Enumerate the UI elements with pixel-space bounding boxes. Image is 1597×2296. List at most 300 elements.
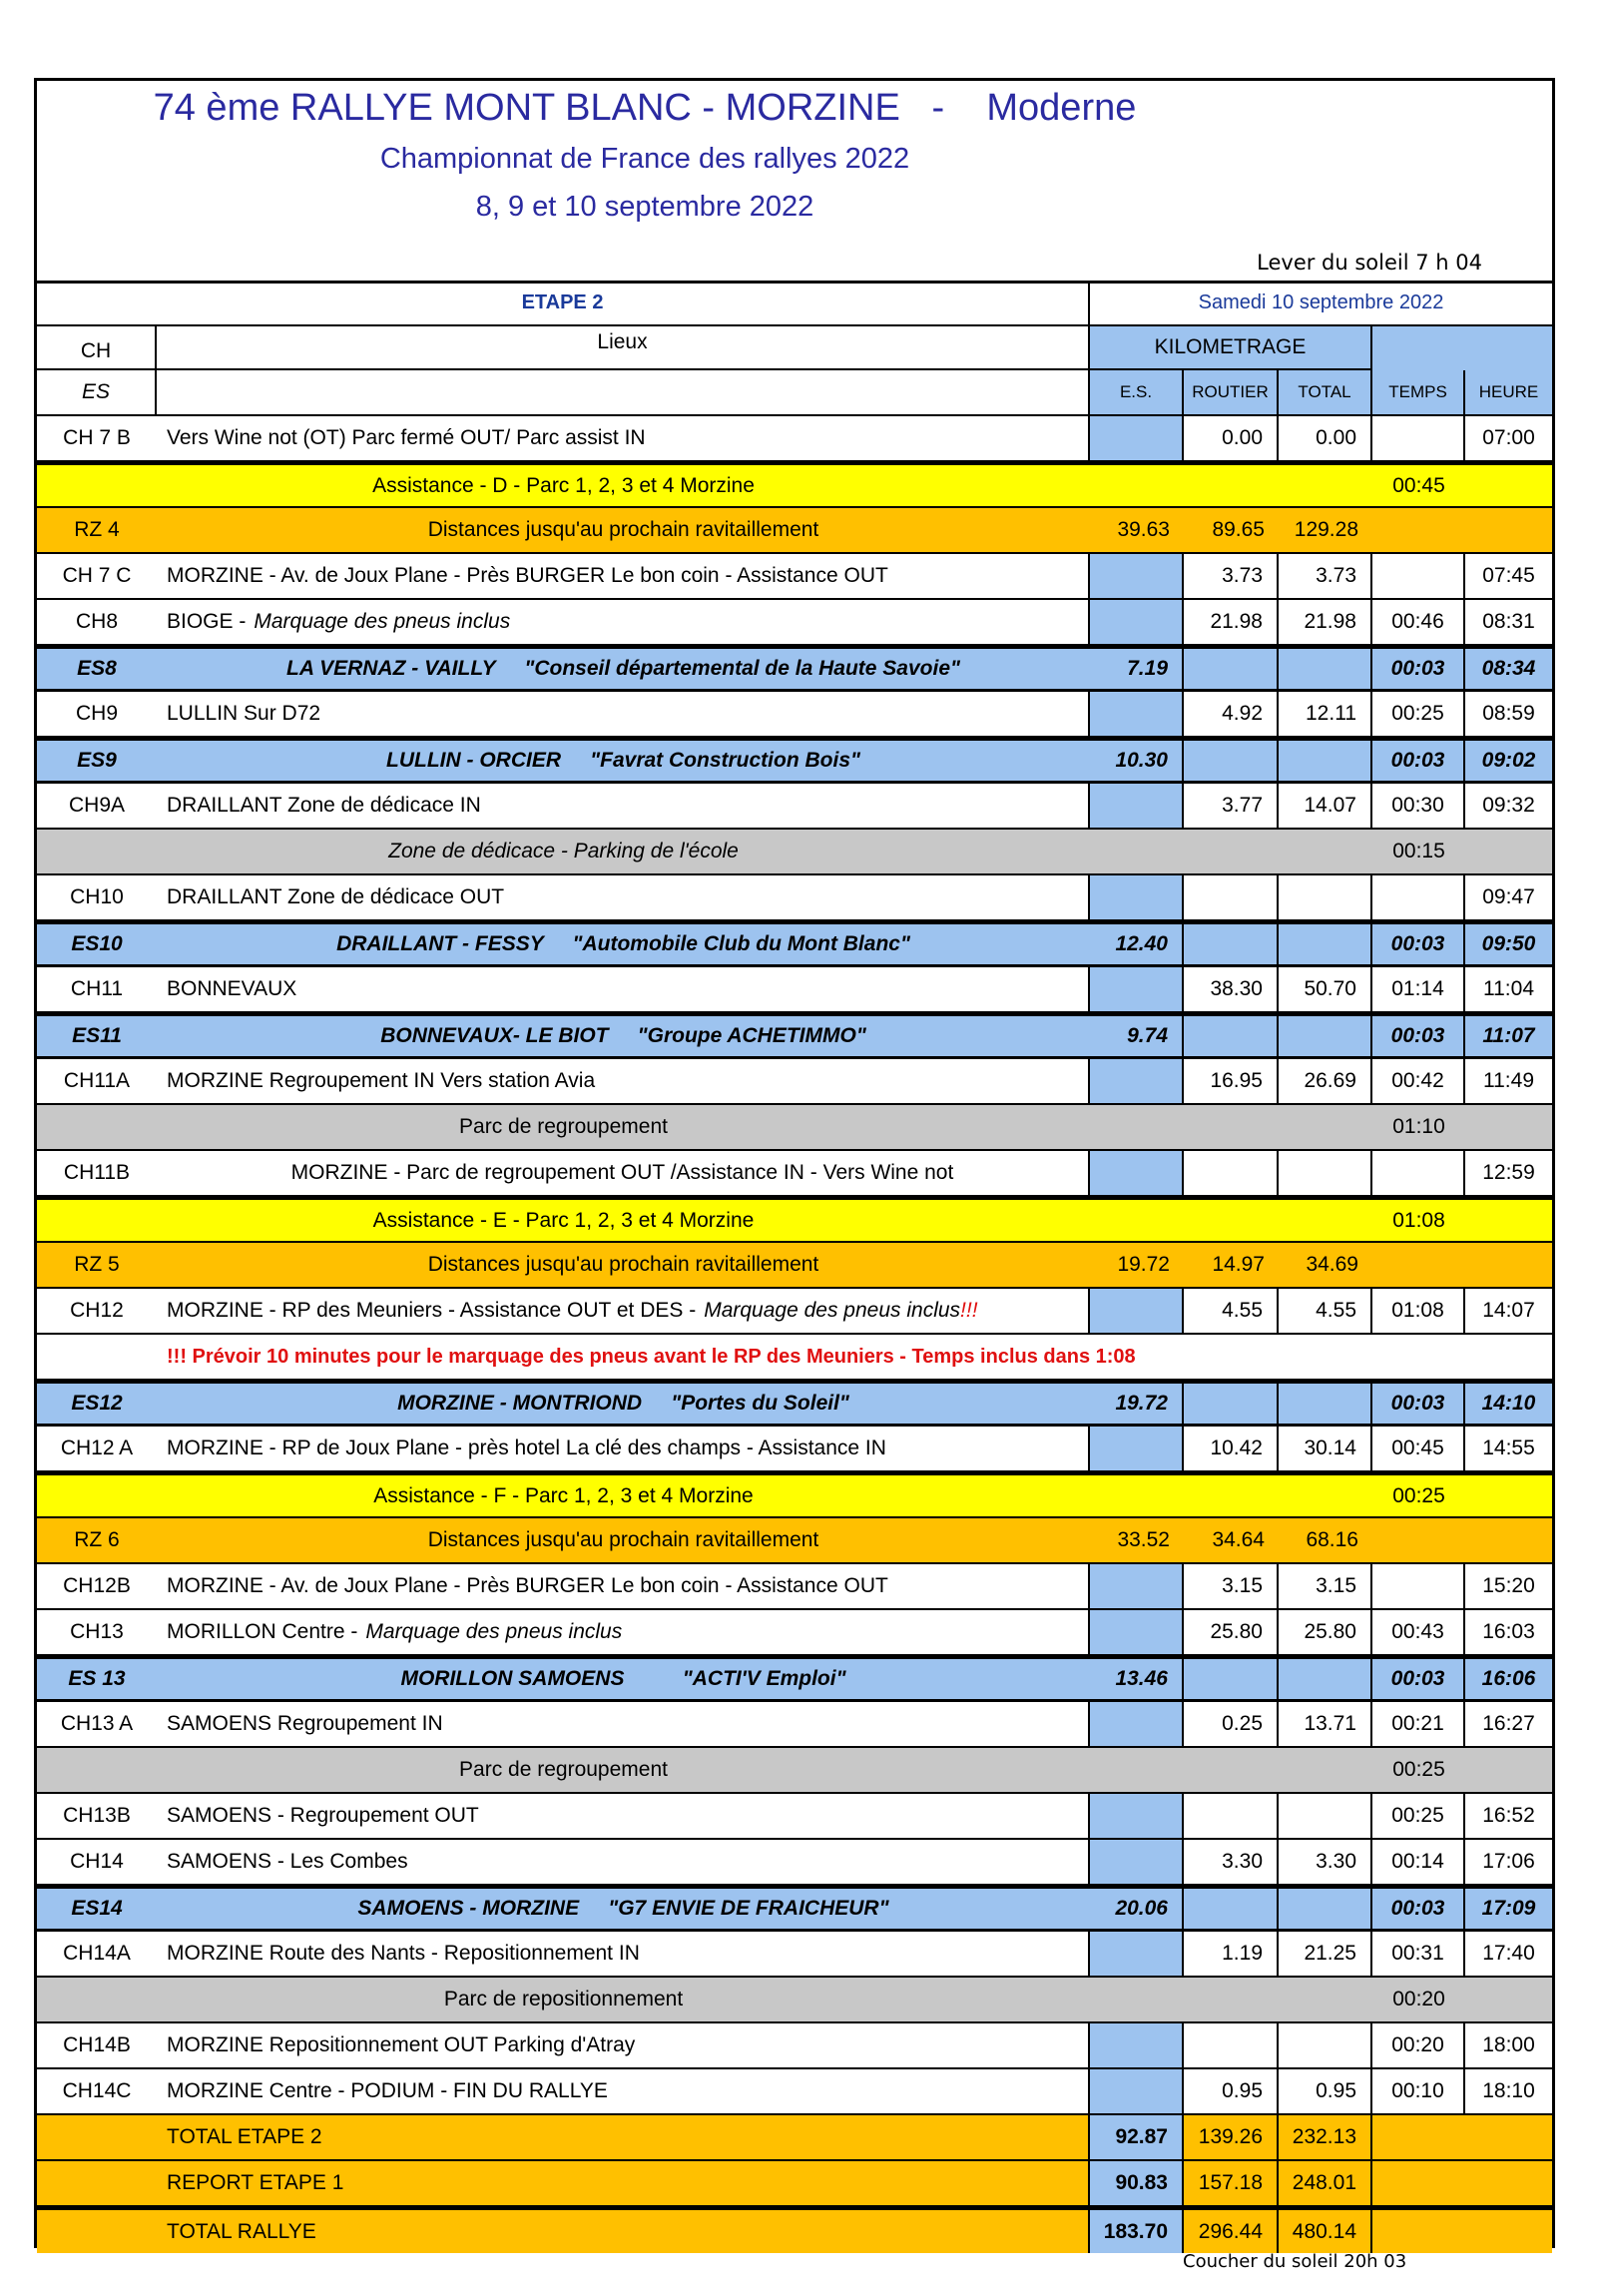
km-es (1090, 2023, 1184, 2067)
blank-routier (1184, 1889, 1279, 1929)
checkpoint-row (37, 1702, 1552, 1748)
blank-total (1279, 924, 1372, 964)
blank-routier (1184, 649, 1279, 689)
km-es (1090, 1932, 1184, 1976)
km-es (1090, 1289, 1184, 1333)
temps: 00:25 (1372, 1794, 1465, 1838)
checkpoint-location (157, 1059, 1090, 1103)
km-es (1090, 600, 1184, 644)
stage-code: ES14 (71, 1897, 123, 1920)
km-routier: 21.98 (1184, 600, 1279, 644)
timetable-frame (34, 78, 1555, 2248)
location-text: BONNEVAUX (167, 977, 297, 1000)
km-es (1090, 1427, 1184, 1470)
checkpoint-location (157, 1794, 1090, 1838)
km-es (1090, 554, 1184, 598)
checkpoint-location (157, 600, 1090, 644)
assistance-temps: 00:25 (1392, 1483, 1445, 1507)
km-es (1090, 875, 1184, 919)
km-routier (1184, 1151, 1279, 1195)
warning-note: !!! Prévoir 10 minutes pour le marquage des pneus avant le RP des Meuniers - Temps inclus dans 1:08 (167, 1345, 1136, 1368)
temps: 00:25 (1372, 692, 1465, 736)
location-text: MORZINE Regroupement IN Vers station Avia (167, 1069, 596, 1092)
regroup-temps: 01:10 (1392, 1115, 1445, 1138)
checkpoint-location (157, 875, 1090, 919)
assistance-label: Assistance - D - Parc 1, 2, 3 et 4 Morzine (372, 473, 755, 497)
special-stage-row (37, 1381, 1552, 1427)
blank-routier (1184, 741, 1279, 781)
km-total: 25.80 (1279, 1610, 1372, 1654)
checkpoint-row (37, 1059, 1552, 1105)
stage-name: DRAILLANT - FESSY "Automobile Club du Mont Blanc" (336, 932, 910, 955)
rally-title: 74 ème RALLYE MONT BLANC - MORZINE - Moderne (153, 87, 1137, 129)
km-total: 13.71 (1279, 1702, 1372, 1746)
checkpoint-location (157, 1564, 1090, 1608)
checkpoint-location (157, 1932, 1090, 1976)
checkpoint-location (157, 1840, 1090, 1884)
checkpoint-code: CH11A (63, 1069, 131, 1092)
timetable-body (37, 416, 1552, 2253)
blank-total (1279, 1384, 1372, 1424)
heure: 12:59 (1482, 1161, 1535, 1184)
temps: 00:43 (1372, 1610, 1465, 1654)
blank-routier (1184, 924, 1279, 964)
km-total: 12.11 (1279, 692, 1372, 736)
heure: 18:00 (1482, 2033, 1535, 2056)
refuel-label: Distances jusqu'au prochain ravitaillement (427, 1253, 819, 1276)
stage-temps: 00:03 (1372, 1659, 1465, 1699)
refuel-zone-row (37, 1243, 1552, 1289)
heure: 09:47 (1482, 885, 1535, 908)
location-text: MORZINE - Parc de regroupement OUT /Assistance IN - Vers Wine not (290, 1161, 954, 1184)
location-text: SAMOENS - Regroupement OUT (167, 1804, 479, 1827)
assistance-temps: 00:45 (1392, 473, 1445, 497)
blank-total (1279, 649, 1372, 689)
km-total: 0.95 (1279, 2069, 1372, 2113)
location-text: MORZINE - RP des Meuniers - Assistance OUT et DES - (167, 1299, 697, 1322)
col-lieux-blank (157, 370, 1090, 414)
assistance-row (37, 1472, 1552, 1518)
checkpoint-location (157, 1427, 1090, 1470)
km-es (1090, 1610, 1184, 1654)
stage-name: BONNEVAUX- LE BIOT "Groupe ACHETIMMO" (380, 1024, 866, 1047)
heure: 16:27 (1482, 1712, 1535, 1735)
rally-dates: 8, 9 et 10 septembre 2022 (475, 191, 814, 223)
checkpoint-code: CH14B (63, 2033, 131, 2056)
checkpoint-code: CH 7 B (63, 426, 131, 449)
km-es (1090, 967, 1184, 1011)
checkpoint-location (157, 2023, 1090, 2067)
location-text: DRAILLANT Zone de dédicace OUT (167, 885, 505, 908)
km-routier: 3.15 (1184, 1564, 1279, 1608)
km-routier (1184, 875, 1279, 919)
blank-routier (1184, 1384, 1279, 1424)
km-es (1090, 784, 1184, 828)
stage-km: 12.40 (1090, 924, 1184, 964)
checkpoint-row (37, 692, 1552, 738)
location-text: MORILLON Centre - (167, 1620, 358, 1643)
timetable (37, 281, 1552, 2253)
stage-km: 10.30 (1090, 741, 1184, 781)
refuel-zone-row (37, 1518, 1552, 1564)
special-stage-row (37, 1656, 1552, 1702)
special-stage-row (37, 646, 1552, 692)
checkpoint-row (37, 1794, 1552, 1840)
checkpoint-code: CH12 (70, 1299, 124, 1322)
assistance-row (37, 462, 1552, 508)
checkpoint-row (37, 1427, 1552, 1472)
refuel-km-total: 68.16 (1306, 1528, 1358, 1551)
km-total: 21.25 (1279, 1932, 1372, 1976)
total-km-es: 90.83 (1090, 2161, 1184, 2205)
km-es (1090, 1059, 1184, 1103)
table-header-subcolumns (37, 370, 1552, 416)
total-label: REPORT ETAPE 1 (157, 2161, 1090, 2205)
temps: 00:30 (1372, 784, 1465, 828)
temps (1372, 875, 1465, 919)
stage-km: 13.46 (1090, 1659, 1184, 1699)
heure: 07:45 (1482, 564, 1535, 587)
km-total (1279, 1151, 1372, 1195)
heure: 14:07 (1482, 1299, 1535, 1322)
heure: 16:03 (1482, 1620, 1535, 1643)
total-km-routier: 296.44 (1184, 2210, 1279, 2253)
km-total: 3.73 (1279, 554, 1372, 598)
stage-heure: 11:07 (1482, 1024, 1535, 1047)
refuel-code: RZ 6 (74, 1528, 120, 1551)
regroup-row (37, 830, 1552, 875)
stage-name: LULLIN - ORCIER "Favrat Construction Bois" (386, 749, 860, 772)
col-kilometrage: KILOMETRAGE (1090, 326, 1372, 370)
km-routier: 4.92 (1184, 692, 1279, 736)
special-stage-row (37, 1886, 1552, 1932)
location-text: MORZINE Repositionnement OUT Parking d'Atray (167, 2033, 636, 2056)
assistance-temps: 01:08 (1392, 1208, 1445, 1232)
km-total: 3.15 (1279, 1564, 1372, 1608)
location-text: MORZINE Centre - PODIUM - FIN DU RALLYE (167, 2079, 608, 2102)
championship-subtitle: Championnat de France des rallyes 2022 (379, 143, 910, 175)
refuel-km-routier: 14.97 (1212, 1253, 1265, 1276)
stage-heure: 16:06 (1481, 1667, 1536, 1690)
stage-code: ES12 (71, 1392, 123, 1415)
checkpoint-code: CH13 (70, 1620, 124, 1643)
stage-code: ES11 (72, 1024, 122, 1047)
refuel-km-es: 39.63 (1117, 518, 1170, 541)
km-routier: 1.19 (1184, 1932, 1279, 1976)
heure: 16:52 (1482, 1804, 1535, 1827)
header-box (37, 81, 1552, 284)
assistance-row (37, 1197, 1552, 1243)
checkpoint-code: CH13 A (60, 1712, 134, 1735)
km-routier: 3.30 (1184, 1840, 1279, 1884)
temps: 00:14 (1372, 1840, 1465, 1884)
temps: 00:46 (1372, 600, 1465, 644)
checkpoint-code: CH10 (70, 885, 124, 908)
stage-heure: 08:34 (1481, 657, 1536, 680)
etape-label: ETAPE 2 (37, 281, 1090, 324)
location-text: Vers Wine not (OT) Parc fermé OUT/ Parc assist IN (167, 426, 646, 449)
stage-heure: 17:09 (1481, 1897, 1536, 1920)
temps: 01:08 (1372, 1289, 1465, 1333)
checkpoint-code: CH13B (63, 1804, 131, 1827)
blank-routier (1184, 1659, 1279, 1699)
stage-temps: 00:03 (1372, 1889, 1465, 1929)
refuel-km-es: 19.72 (1117, 1253, 1170, 1276)
heure: 11:49 (1483, 1069, 1534, 1092)
total-km-total: 248.01 (1279, 2161, 1372, 2205)
km-routier: 38.30 (1184, 967, 1279, 1011)
stage-km: 7.19 (1090, 649, 1184, 689)
checkpoint-row (37, 1289, 1552, 1335)
heure: 17:40 (1482, 1942, 1535, 1965)
refuel-zone-row (37, 508, 1552, 554)
total-km-routier: 139.26 (1184, 2115, 1279, 2159)
regroup-row (37, 1978, 1552, 2023)
location-text: DRAILLANT Zone de dédicace IN (167, 794, 481, 817)
km-es (1090, 416, 1184, 460)
table-header-etape (37, 281, 1552, 326)
refuel-km-routier: 34.64 (1212, 1528, 1265, 1551)
km-es (1090, 2069, 1184, 2113)
checkpoint-code: CH14A (63, 1942, 131, 1965)
km-total: 26.69 (1279, 1059, 1372, 1103)
regroup-label: Zone de dédicace - Parking de l'école (388, 840, 739, 862)
table-header-columns (37, 326, 1552, 370)
total-row (37, 2207, 1552, 2253)
checkpoint-location (157, 2069, 1090, 2113)
km-total: 14.07 (1279, 784, 1372, 828)
stage-temps: 00:03 (1372, 1016, 1465, 1056)
stage-code: ES 13 (68, 1667, 126, 1690)
checkpoint-row (37, 784, 1552, 830)
checkpoint-row (37, 1151, 1552, 1197)
stage-heure: 09:02 (1481, 749, 1536, 772)
heure: 08:31 (1482, 610, 1535, 633)
temps (1372, 1151, 1465, 1195)
stage-heure: 09:50 (1481, 932, 1536, 955)
checkpoint-location (157, 784, 1090, 828)
temps: 00:10 (1372, 2069, 1465, 2113)
location-text: MORZINE - RP de Joux Plane - près hotel La clé des champs - Assistance IN (167, 1436, 886, 1459)
stage-heure: 14:10 (1481, 1392, 1536, 1415)
temps: 00:31 (1372, 1932, 1465, 1976)
blank-total (1279, 1889, 1372, 1929)
km-es (1090, 1702, 1184, 1746)
checkpoint-location (157, 692, 1090, 736)
temps (1372, 554, 1465, 598)
checkpoint-location (157, 1702, 1090, 1746)
km-routier: 10.42 (1184, 1427, 1279, 1470)
assistance-label: Assistance - E - Parc 1, 2, 3 et 4 Morzine (372, 1208, 755, 1232)
checkpoint-row (37, 1610, 1552, 1656)
checkpoint-row (37, 416, 1552, 462)
total-km-es: 92.87 (1090, 2115, 1184, 2159)
etape-day: Samedi 10 septembre 2022 (1198, 290, 1444, 313)
total-label: TOTAL ETAPE 2 (157, 2115, 1090, 2159)
km-total (1279, 1794, 1372, 1838)
km-total: 3.30 (1279, 1840, 1372, 1884)
km-total (1279, 875, 1372, 919)
regroup-temps: 00:20 (1392, 1988, 1445, 2010)
total-row (37, 2161, 1552, 2207)
col-km-es: E.S. (1090, 370, 1184, 414)
checkpoint-location (157, 1151, 1090, 1195)
temps (1372, 416, 1465, 460)
total-row (37, 2115, 1552, 2161)
regroup-label: Parc de regroupement (459, 1758, 668, 1781)
stage-name: MORILLON SAMOENS "ACTI'V Emploi" (400, 1667, 846, 1690)
refuel-code: RZ 4 (74, 518, 120, 541)
checkpoint-row (37, 554, 1552, 600)
temps: 00:20 (1372, 2023, 1465, 2067)
refuel-km-routier: 89.65 (1212, 518, 1265, 541)
regroup-temps: 00:15 (1392, 840, 1445, 862)
checkpoint-location (157, 416, 1090, 460)
location-text: SAMOENS Regroupement IN (167, 1712, 443, 1735)
stage-km: 19.72 (1090, 1384, 1184, 1424)
total-km-es: 183.70 (1090, 2210, 1184, 2253)
km-routier: 0.95 (1184, 2069, 1279, 2113)
km-total (1279, 2023, 1372, 2067)
col-temps: TEMPS (1372, 370, 1465, 414)
sunset-time: Coucher du soleil 20h 03 (1183, 2251, 1407, 2272)
checkpoint-code: CH 7 C (62, 564, 132, 587)
km-es (1090, 1840, 1184, 1884)
km-total: 21.98 (1279, 600, 1372, 644)
checkpoint-code: CH14C (62, 2079, 132, 2102)
blank-total (1279, 1016, 1372, 1056)
km-routier (1184, 2023, 1279, 2067)
location-text: SAMOENS - Les Combes (167, 1850, 408, 1873)
sunrise-time: Lever du soleil 7 h 04 (1257, 251, 1482, 275)
total-km-total: 480.14 (1279, 2210, 1372, 2253)
checkpoint-row (37, 1840, 1552, 1886)
location-text: MORZINE - Av. de Joux Plane - Près BURGER Le bon coin - Assistance OUT (167, 1574, 888, 1597)
refuel-label: Distances jusqu'au prochain ravitaillement (427, 1528, 819, 1551)
temps: 00:21 (1372, 1702, 1465, 1746)
stage-name: LA VERNAZ - VAILLY "Conseil départemental de la Haute Savoie" (286, 657, 960, 680)
checkpoint-location (157, 1610, 1090, 1654)
km-es (1090, 692, 1184, 736)
stage-code: ES9 (77, 749, 117, 772)
location-warning: !!! (960, 1299, 978, 1322)
temps: 01:14 (1372, 967, 1465, 1011)
heure: 07:00 (1482, 426, 1535, 449)
km-es (1090, 1151, 1184, 1195)
blank-total (1279, 1659, 1372, 1699)
km-routier: 0.00 (1184, 416, 1279, 460)
km-routier: 0.25 (1184, 1702, 1279, 1746)
special-stage-row (37, 1013, 1552, 1059)
km-es (1090, 1794, 1184, 1838)
regroup-label: Parc de repositionnement (443, 1988, 684, 2010)
checkpoint-row (37, 1564, 1552, 1610)
blank-total (1279, 741, 1372, 781)
checkpoint-row (37, 875, 1552, 921)
checkpoint-row (37, 1932, 1552, 1978)
checkpoint-row (37, 2023, 1552, 2069)
stage-temps: 00:03 (1372, 1384, 1465, 1424)
stage-code: ES10 (71, 932, 123, 955)
col-es-label: ES (37, 370, 157, 414)
col-lieux: Lieux (157, 326, 1090, 370)
col-time-group (1372, 326, 1552, 370)
stage-temps: 00:03 (1372, 741, 1465, 781)
stage-temps: 00:03 (1372, 649, 1465, 689)
total-label: TOTAL RALLYE (157, 2210, 1090, 2253)
km-total: 0.00 (1279, 416, 1372, 460)
location-text: LULLIN Sur D72 (167, 702, 321, 725)
checkpoint-code: CH8 (75, 610, 118, 633)
regroup-row (37, 1105, 1552, 1151)
refuel-label: Distances jusqu'au prochain ravitaillement (427, 518, 819, 541)
refuel-code: RZ 5 (74, 1253, 120, 1276)
refuel-km-total: 34.69 (1306, 1253, 1358, 1276)
location-note: Marquage des pneus inclus (365, 1620, 623, 1643)
regroup-row (37, 1748, 1552, 1794)
km-total: 4.55 (1279, 1289, 1372, 1333)
stage-name: SAMOENS - MORZINE "G7 ENVIE DE FRAICHEUR" (357, 1897, 889, 1920)
stage-km: 20.06 (1090, 1889, 1184, 1929)
km-es (1090, 1564, 1184, 1608)
km-routier: 4.55 (1184, 1289, 1279, 1333)
temps (1372, 1564, 1465, 1608)
special-stage-row (37, 738, 1552, 784)
km-routier (1184, 1794, 1279, 1838)
temps: 00:45 (1372, 1427, 1465, 1470)
km-routier: 3.73 (1184, 554, 1279, 598)
heure: 15:20 (1482, 1574, 1535, 1597)
warning-note-row (37, 1335, 1552, 1381)
checkpoint-row (37, 967, 1552, 1013)
km-routier: 3.77 (1184, 784, 1279, 828)
heure: 18:10 (1482, 2079, 1535, 2102)
col-heure: HEURE (1465, 370, 1552, 414)
refuel-km-total: 129.28 (1294, 518, 1358, 541)
col-total: TOTAL (1279, 370, 1372, 414)
checkpoint-code: CH11 (70, 977, 124, 1000)
km-routier: 16.95 (1184, 1059, 1279, 1103)
heure: 17:06 (1482, 1850, 1535, 1873)
location-note: Marquage des pneus inclus (704, 1299, 961, 1322)
location-note: Marquage des pneus inclus (254, 610, 511, 633)
stage-km: 9.74 (1090, 1016, 1184, 1056)
blank-routier (1184, 1016, 1279, 1056)
regroup-temps: 00:25 (1392, 1758, 1445, 1781)
heure: 14:55 (1482, 1436, 1535, 1459)
km-total: 50.70 (1279, 967, 1372, 1011)
km-total: 30.14 (1279, 1427, 1372, 1470)
refuel-km-es: 33.52 (1117, 1528, 1170, 1551)
location-text: MORZINE - Av. de Joux Plane - Près BURGER Le bon coin - Assistance OUT (167, 564, 888, 587)
km-routier: 25.80 (1184, 1610, 1279, 1654)
checkpoint-code: CH14 (70, 1850, 124, 1873)
checkpoint-row (37, 600, 1552, 646)
col-ch: CH (37, 326, 157, 370)
col-routier: ROUTIER (1184, 370, 1279, 414)
heure: 11:04 (1483, 977, 1534, 1000)
assistance-label: Assistance - F - Parc 1, 2, 3 et 4 Morzine (373, 1483, 754, 1507)
checkpoint-location (157, 967, 1090, 1011)
checkpoint-code: CH11B (63, 1161, 131, 1184)
checkpoint-code: CH9 (75, 702, 118, 725)
temps: 00:42 (1372, 1059, 1465, 1103)
location-text: MORZINE Route des Nants - Repositionnement IN (167, 1942, 640, 1965)
checkpoint-code: CH12 A (60, 1436, 134, 1459)
stage-name: MORZINE - MONTRIOND "Portes du Soleil" (397, 1392, 849, 1415)
checkpoint-row (37, 2069, 1552, 2115)
total-km-total: 232.13 (1279, 2115, 1372, 2159)
